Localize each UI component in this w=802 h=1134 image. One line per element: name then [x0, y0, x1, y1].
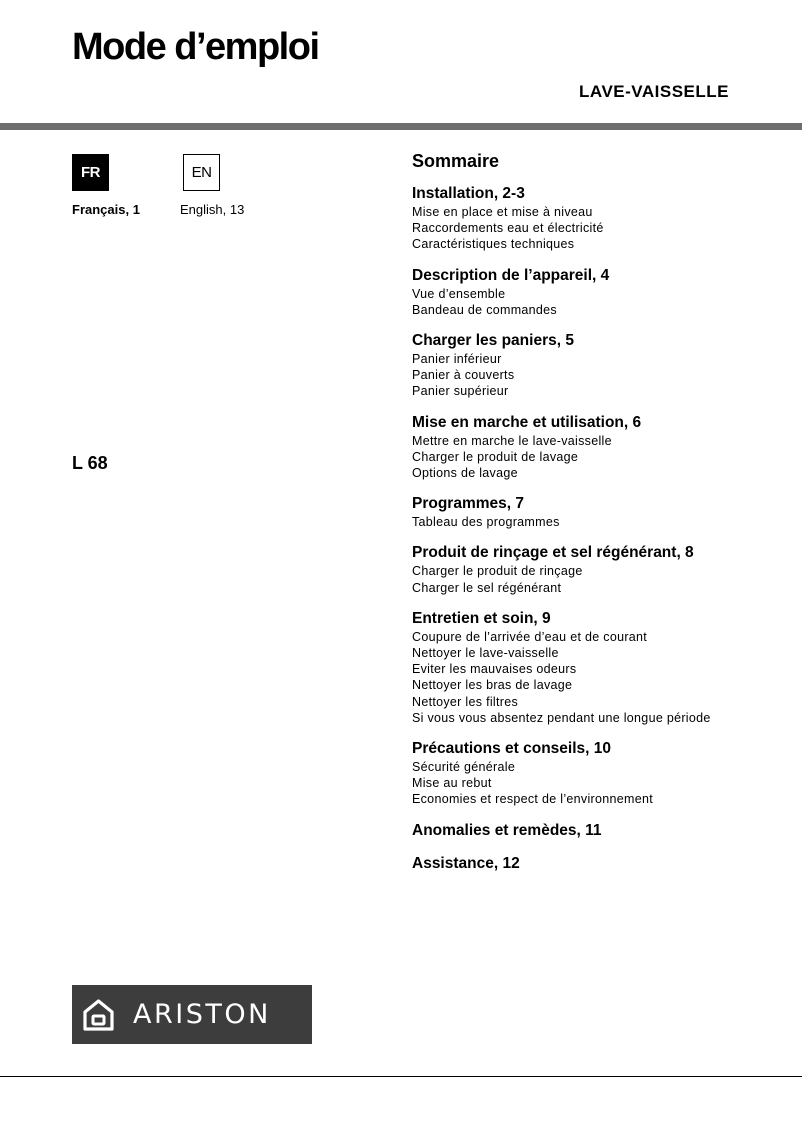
language-badge-fr[interactable]: FR — [72, 154, 109, 191]
toc-section — [412, 413, 782, 482]
toc-item: Mettre en marche le lave-vaisselle — [412, 433, 612, 448]
toc-item: Options de lavage — [412, 466, 518, 481]
toc-item: Si vous vous absentez pendant une longue période — [412, 710, 711, 725]
toc-section — [412, 739, 782, 808]
footer-divider — [0, 1076, 802, 1077]
house-icon — [83, 999, 114, 1031]
product-type: LAVE-VAISSELLE — [579, 82, 729, 101]
toc-section-title[interactable]: Anomalies et remèdes, 11 — [412, 821, 602, 839]
toc-section-title[interactable]: Charger les paniers, 5 — [412, 332, 574, 350]
brand-name: ARISTON — [133, 998, 271, 1030]
toc-item: Nettoyer les filtres — [412, 694, 519, 709]
language-label-en: English, 13 — [180, 202, 245, 217]
language-en[interactable] — [180, 154, 283, 218]
toc-section — [412, 821, 782, 841]
toc-section-title[interactable]: Description de l’appareil, 4 — [412, 266, 610, 284]
toc-section — [412, 609, 782, 726]
toc-sections — [412, 184, 782, 874]
toc-section-title[interactable]: Programmes, 7 — [412, 495, 524, 513]
toc-item: Nettoyer les bras de lavage — [412, 678, 573, 693]
toc-section — [412, 266, 782, 318]
language-label-fr: Français, 1 — [72, 202, 140, 217]
toc-section — [412, 184, 782, 253]
header-divider — [0, 123, 802, 130]
toc-section — [412, 494, 782, 530]
toc-item: Coupure de l’arrivée d’eau et de courant — [412, 629, 648, 644]
toc-section-title[interactable]: Installation, 2-3 — [412, 185, 525, 202]
toc-item: Tableau des programmes — [412, 515, 560, 530]
toc-item: Charger le sel régénérant — [412, 580, 562, 595]
toc-item: Panier inférieur — [412, 352, 502, 367]
toc-item: Economies et respect de l’environnement — [412, 792, 653, 807]
toc-section — [412, 543, 782, 595]
toc-item: Charger le produit de rinçage — [412, 564, 583, 579]
toc-heading: Sommaire — [412, 151, 500, 171]
toc-section-title[interactable]: Produit de rinçage et sel régénérant, 8 — [412, 544, 694, 562]
toc-section — [412, 331, 782, 400]
language-badge-en[interactable]: EN — [183, 154, 220, 191]
toc-item: Mise en place et mise à niveau — [412, 205, 593, 219]
toc-section-title[interactable]: Assistance, 12 — [412, 854, 520, 872]
toc-item: Nettoyer le lave-vaisselle — [412, 646, 559, 661]
toc-section — [412, 854, 782, 874]
toc-item: Charger le produit de lavage — [412, 449, 579, 464]
brand-logo — [72, 985, 312, 1044]
page-title: Mode d’emploi — [72, 26, 319, 68]
toc-item: Vue d’ensemble — [412, 286, 506, 301]
toc-item: Caractéristiques techniques — [412, 237, 575, 252]
toc-item: Panier à couverts — [412, 368, 515, 383]
model-number: L 68 — [72, 453, 108, 473]
toc-section-title[interactable]: Entretien et soin, 9 — [412, 609, 551, 627]
toc-item: Raccordements eau et électricité — [412, 221, 604, 236]
table-of-contents — [412, 150, 782, 887]
language-fr[interactable] — [72, 154, 172, 218]
toc-section-title[interactable]: Mise en marche et utilisation, 6 — [412, 413, 642, 431]
toc-item: Sécurité générale — [412, 760, 516, 775]
toc-item: Panier supérieur — [412, 384, 509, 399]
toc-section-title[interactable]: Précautions et conseils, 10 — [412, 740, 612, 758]
toc-item: Bandeau de commandes — [412, 302, 557, 317]
toc-item: Eviter les mauvaises odeurs — [412, 662, 577, 677]
toc-item: Mise au rebut — [412, 776, 492, 791]
